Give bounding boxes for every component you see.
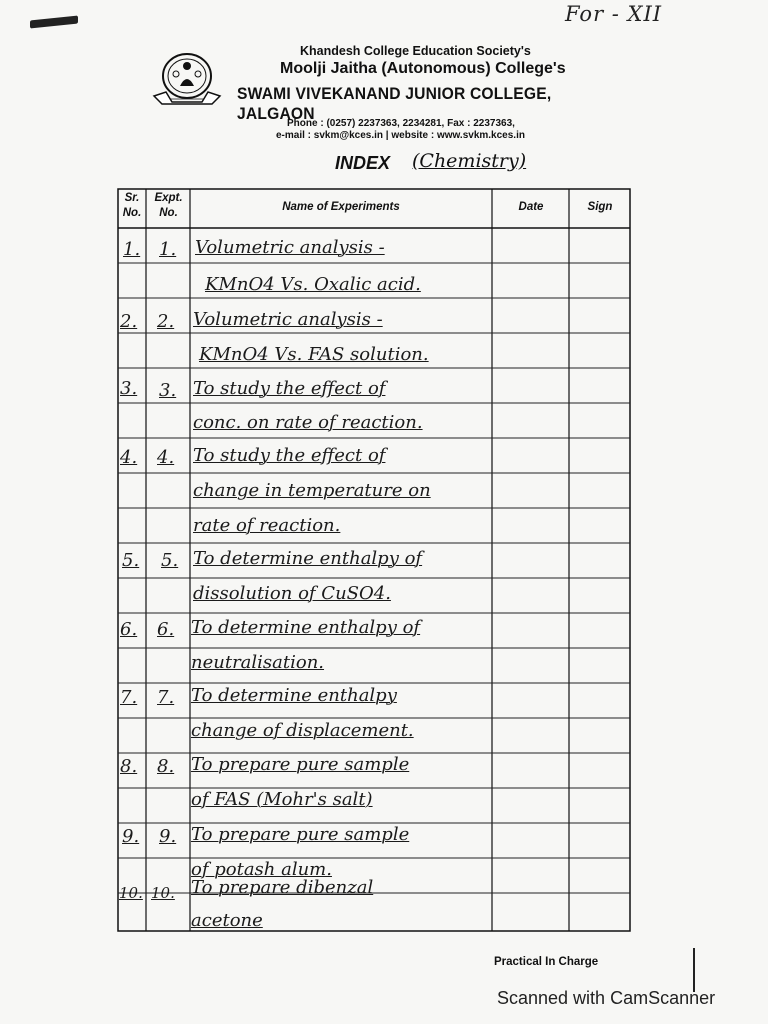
row-9-sr: 9. (122, 826, 140, 847)
row-5-expt: 5. (161, 550, 179, 571)
row-4-sr: 4. (120, 447, 138, 468)
society-name: Khandesh College Education Society's (300, 44, 531, 58)
row-3-line-2: conc. on rate of reaction. (193, 412, 423, 433)
college-name-line2: SWAMI VIVEKANAND JUNIOR COLLEGE, JALGAON (237, 84, 552, 123)
row-3-line-1: To study the effect of (193, 378, 386, 399)
row-8-sr: 8. (120, 756, 138, 777)
row-5-line-1: To determine enthalpy of (193, 548, 423, 569)
row-1-line-1: Volumetric analysis - (195, 237, 385, 258)
row-9-line-2: of potash alum. (191, 859, 332, 880)
index-subject: (Chemistry) (412, 150, 527, 172)
header-name-of-experiments: Name of Experiments (282, 201, 400, 213)
row-10-line-2: acetone (191, 910, 263, 931)
row-7-expt: 7. (157, 687, 175, 708)
row-2-line-1: Volumetric analysis - (193, 309, 383, 330)
row-10-expt: 10. (151, 884, 175, 902)
header-sr-no: Sr. No. (122, 192, 142, 219)
camscanner-watermark: Scanned with CamScanner (497, 988, 716, 1008)
header-expt-no: Expt. No. (154, 192, 183, 219)
row-2-line-2: KMnO4 Vs. FAS solution. (199, 344, 429, 365)
row-5-sr: 5. (122, 550, 140, 571)
row-7-line-2: change of displacement. (191, 720, 414, 741)
row-1-sr: 1. (123, 239, 141, 260)
row-4-expt: 4. (157, 447, 175, 468)
row-1-expt: 1. (159, 239, 177, 260)
college-logo (152, 52, 222, 110)
row-8-line-2: of FAS (Mohr's salt) (191, 789, 373, 810)
row-3-sr: 3. (120, 378, 138, 399)
row-9-expt: 9. (159, 826, 177, 847)
row-4-line-2: change in temperature on (193, 480, 431, 501)
row-8-line-1: To prepare pure sample (191, 754, 410, 775)
experiments-table (117, 188, 631, 932)
email-line: e-mail : svkm@kces.in | website : www.svkm.kces.in (276, 130, 525, 141)
row-4-line-3: rate of reaction. (193, 515, 341, 536)
row-1-line-2: KMnO4 Vs. Oxalic acid. (205, 274, 421, 295)
row-8-expt: 8. (157, 756, 175, 777)
row-10-sr: 10. (119, 884, 143, 902)
row-5-line-2: dissolution of CuSO4. (193, 583, 391, 604)
row-10-line-1: To prepare dibenzal (191, 877, 374, 898)
index-title: INDEX (335, 153, 391, 173)
row-3-expt: 3. (159, 380, 177, 401)
row-6-expt: 6. (157, 619, 175, 640)
corner-mark (30, 15, 78, 28)
row-2-expt: 2. (157, 311, 175, 332)
header-sign: Sign (587, 201, 613, 213)
phone-line: Phone : (0257) 2237363, 2234281, Fax : 2237363, (287, 118, 515, 129)
row-9-line-1: To prepare pure sample (191, 824, 410, 845)
row-6-sr: 6. (120, 619, 138, 640)
row-2-sr: 2. (120, 311, 138, 332)
row-4-line-1: To study the effect of (193, 445, 386, 466)
row-7-line-1: To determine enthalpy (191, 685, 397, 706)
row-7-sr: 7. (120, 687, 138, 708)
handwritten-class-note: For - XII (565, 2, 663, 26)
row-6-line-1: To determine enthalpy of (191, 617, 421, 638)
college-name-line1: Moolji Jaitha (Autonomous) College's (280, 60, 566, 77)
signature-mark (693, 948, 695, 992)
header-date: Date (518, 201, 544, 213)
practical-in-charge-label: Practical In Charge (494, 956, 599, 968)
row-6-line-2: neutralisation. (191, 652, 325, 673)
